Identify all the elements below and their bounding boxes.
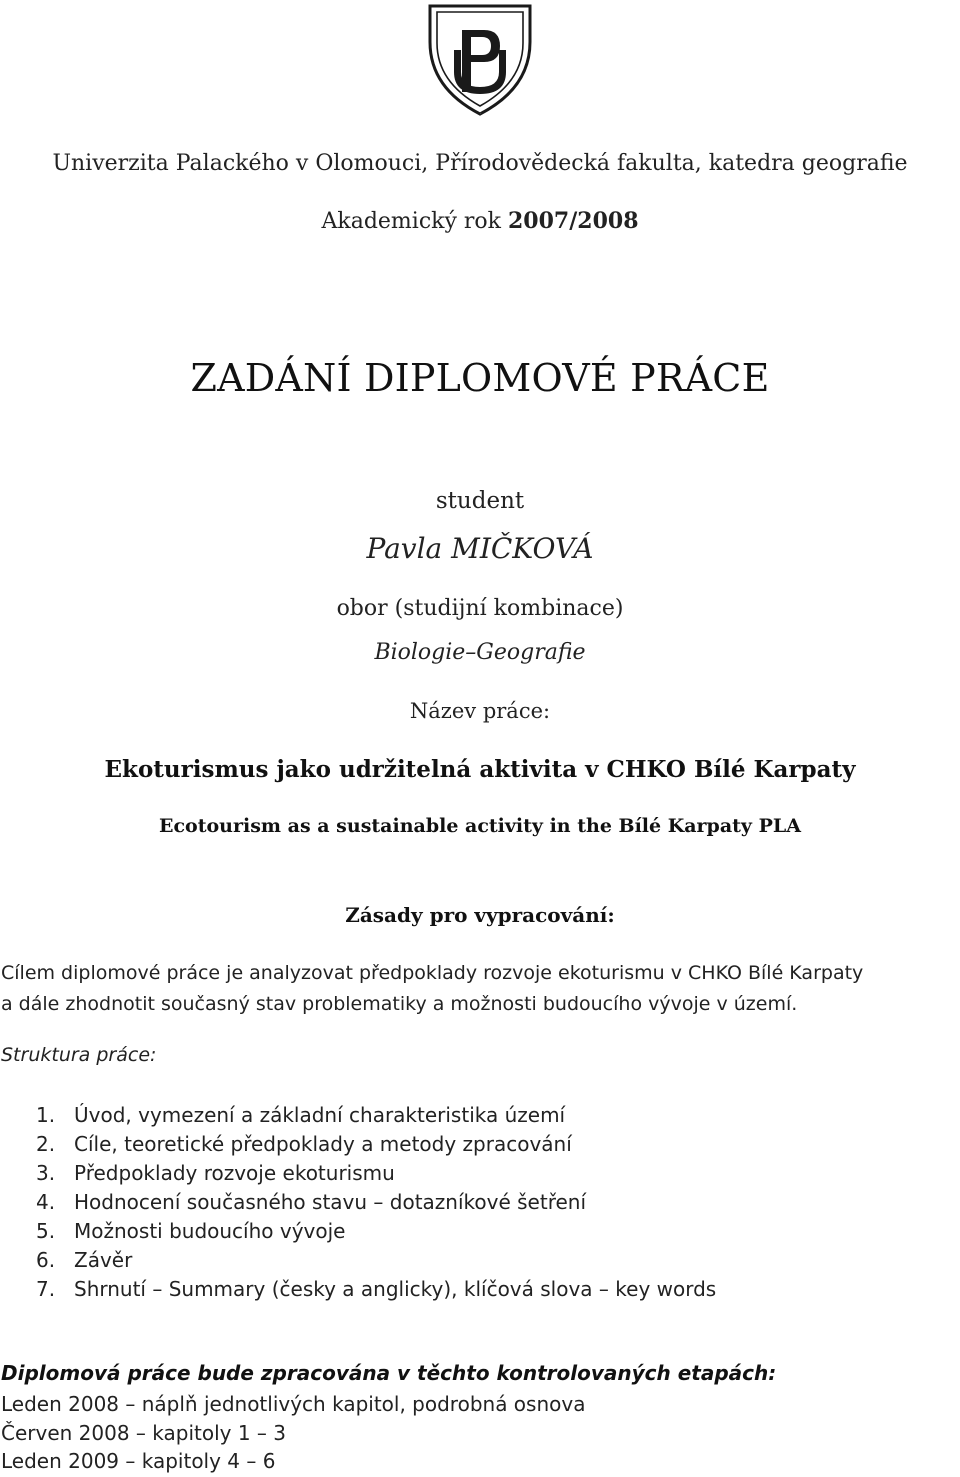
- up-shield-logo-icon: [416, 2, 544, 118]
- outline-text: Předpoklady rozvoje ekoturismu: [74, 1161, 395, 1185]
- outline-text: Možnosti budoucího vývoje: [74, 1219, 346, 1243]
- stage-item: Leden 2009 – kapitoly 4 – 6: [1, 1449, 276, 1473]
- outline-number: 4.: [36, 1190, 56, 1214]
- stages-list: [1, 1390, 585, 1476]
- university-line: Univerzita Palackého v Olomouci, Přírodovědecká fakulta, katedra geografie: [52, 151, 908, 176]
- student-name: [0, 532, 960, 565]
- thesis-title-label: Název práce:: [409, 699, 551, 723]
- outline-number: 1.: [36, 1103, 56, 1127]
- field-value: Biologie–Geografie: [374, 640, 586, 665]
- guidelines-paragraph: [1, 958, 960, 1020]
- outline-text: Hodnocení současného stavu – dotazníkové šetření: [74, 1190, 587, 1214]
- student-label: student: [435, 488, 525, 514]
- outline-item: [36, 1246, 716, 1275]
- academic-year-label: Akademický rok: [321, 209, 501, 234]
- outline-text: Závěr: [74, 1248, 133, 1272]
- outline-number: 3.: [36, 1161, 56, 1185]
- field-label: obor (studijní kombinace): [336, 596, 624, 621]
- thesis-title-cz: Ekoturismus jako udržitelná aktivita v CHKO Bílé Karpaty: [104, 756, 856, 783]
- stage-item: Leden 2008 – náplň jednotlivých kapitol, podrobná osnova: [1, 1392, 586, 1416]
- outline-item: [36, 1101, 716, 1130]
- thesis-title-en: Ecotourism as a sustainable activity in the Bílé Karpaty PLA: [159, 815, 801, 837]
- outline-text: Úvod, vymezení a základní charakteristika území: [74, 1103, 566, 1127]
- outline-item: [36, 1275, 716, 1304]
- outline-number: 2.: [36, 1132, 56, 1156]
- logo-text: UP: [480, 114, 482, 115]
- student-first-name: Pavla: [366, 532, 443, 565]
- outline-text: Shrnutí – Summary (česky a anglicky), klíčová slova – key words: [74, 1277, 717, 1301]
- structure-label: Struktura práce:: [1, 1044, 157, 1066]
- guidelines-text-line: a dále zhodnotit současný stav problematiky a možnosti budoucího vývoje v území.: [1, 993, 798, 1015]
- academic-year-value: 2007/2008: [508, 208, 639, 234]
- outline-number: 6.: [36, 1248, 56, 1272]
- outline-item: [36, 1159, 716, 1188]
- academic-year: [0, 208, 960, 234]
- university-logo: [416, 2, 544, 118]
- thesis-outline: [36, 1101, 716, 1304]
- page-title: ZADÁNÍ DIPLOMOVÉ PRÁCE: [190, 356, 770, 400]
- stages-label: Diplomová práce bude zpracována v těchto kontrolovaných etapách:: [1, 1361, 777, 1385]
- guidelines-text-line: Cílem diplomové práce je analyzovat předpoklady rozvoje ekoturismu v CHKO Bílé Karpaty: [1, 962, 864, 984]
- outline-item: [36, 1217, 716, 1246]
- stage-item: Červen 2008 – kapitoly 1 – 3: [1, 1420, 287, 1445]
- outline-number: 5.: [36, 1219, 56, 1243]
- outline-item: [36, 1130, 716, 1159]
- outline-number: 7.: [36, 1277, 56, 1301]
- student-surname: MIČKOVÁ: [451, 532, 594, 565]
- outline-item: [36, 1188, 716, 1217]
- outline-text: Cíle, teoretické předpoklady a metody zpracování: [74, 1132, 572, 1156]
- guidelines-label: Zásady pro vypracování:: [345, 903, 615, 927]
